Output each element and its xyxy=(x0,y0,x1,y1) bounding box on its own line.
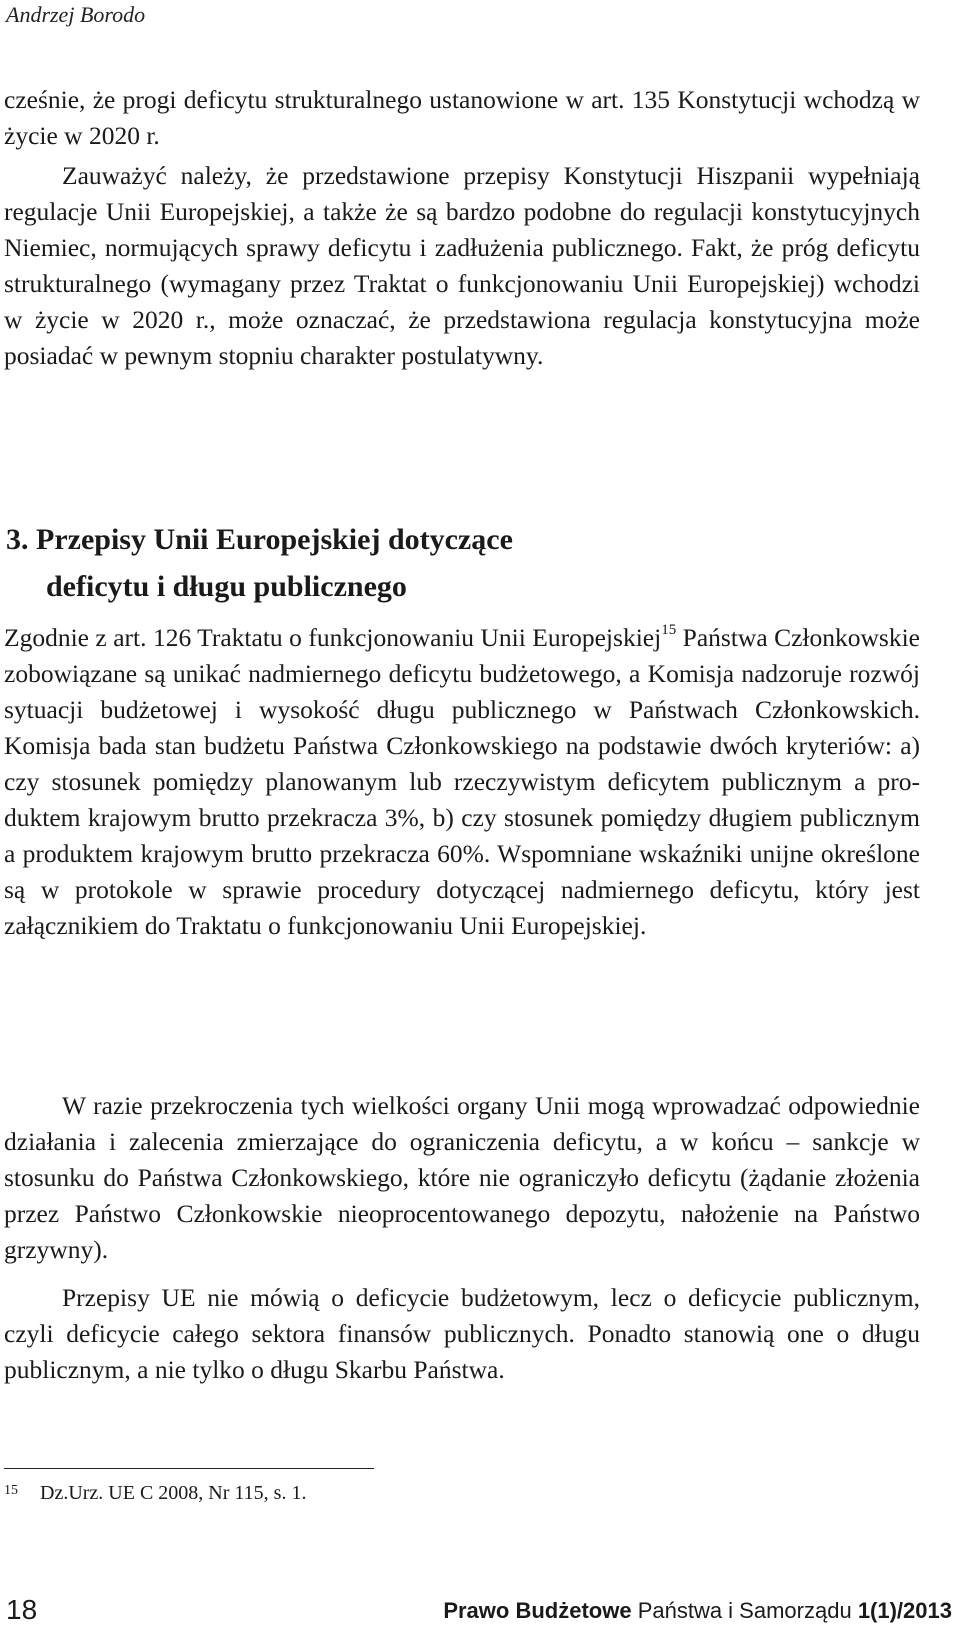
paragraph-continuation: cześnie, że progi deficytu strukturalnego ustanowione w art. 135 Konstytucji wchodzą w życie w 2020 r. xyxy=(4,85,920,150)
section-heading-line1: 3. Przepisy Unii Europejskiej dotyczące xyxy=(6,523,513,556)
paragraph-article-126-rest: Państwa Członkowskie zobowiązane są unikać nadmiernego deficytu budżetowego, a Komisja nadzoruje rozwój sytuacji budżetowej i wysokość długu publicznego w Państwach Członkowskich. Komisja bada stan budżetu Państwa Członkowskiego na podstawie dwóch kryteriów: a) czy stosunek pomiędzy planowanym lub rzeczywistym deficytem publicznym a produktem krajowym brutto przekracza 3%, b) czy stosunek pomiędzy długiem publicznym a produktem krajowym brutto przekracza 60%. Wspomniane wskaźniki unijne określone są w protokole w sprawie procedury dotyczącej nadmiernego deficytu, który jest załącznikiem do Traktatu o funkcjonowaniu Unii Europejskiej. xyxy=(4,623,920,940)
page-number: 18 xyxy=(6,1594,38,1625)
footnote-text: Dz.Urz. UE C 2008, Nr 115, s. 1. xyxy=(40,1482,307,1504)
journal-footer xyxy=(443,1598,952,1624)
footnote-divider xyxy=(4,1468,374,1469)
paragraph-article-126 xyxy=(4,620,920,944)
paragraph-exceeding-values: W razie przekroczenia tych wielkości organy Unii mogą wprowadzać odpowiednie działania i zalecenia zmierzające do ograniczenia deficytu, a w końcu – sankcje w stosunku do Państwa Członkowskiego, które nie ograniczyło deficytu (żądanie złożenia przez Państwo Członkowskie nieoprocentowanego depozytu, nałożenie na Państwo grzywny). xyxy=(4,1091,920,1264)
section-heading xyxy=(6,516,513,610)
journal-title-bold: Prawo Budżetowe xyxy=(443,1598,632,1623)
paragraph-spain-constitution: Zauważyć należy, że przedstawione przepisy Konstytucji Hiszpanii wypełniają regulacje Unii Europejskiej, a także że są bardzo podobne do regulacji konstytucyjnych Niemiec, normujących sprawy deficytu i zadłużenia publicznego. Fakt, że próg deficytu strukturalnego (wymagany przez Traktat o funkcjonowaniu Unii Europejskiej) wchodzi w życie w 2020 r., może oznaczać, że przedstawiona regulacja konstytucyjna może posiadać w pewnym stopniu charakter postulatywny. xyxy=(4,161,920,370)
footnote-reference[interactable]: 15 xyxy=(661,622,677,638)
section-heading-line2: deficytu i długu publicznego xyxy=(46,570,407,603)
paragraph-article-126-start: Zgodnie z art. 126 Traktatu o funkcjonowaniu Unii Europejskiej xyxy=(4,623,662,652)
footnote-number: 15 xyxy=(4,1483,18,1498)
paragraph-eu-regulations: Przepisy UE nie mówią o deficycie budżetowym, lecz o deficycie publicznym, czyli deficycie całego sektora finansów publicznych. Ponadto stanowią one o długu publicznym, a nie tylko o długu Skarbu Państwa. xyxy=(4,1283,920,1384)
journal-issue: 1(1)/2013 xyxy=(857,1598,952,1623)
footnote xyxy=(4,1480,306,1506)
running-head-author: Andrzej Borodo xyxy=(6,2,146,27)
journal-title-normal: Państwa i Samorządu xyxy=(637,1598,852,1623)
